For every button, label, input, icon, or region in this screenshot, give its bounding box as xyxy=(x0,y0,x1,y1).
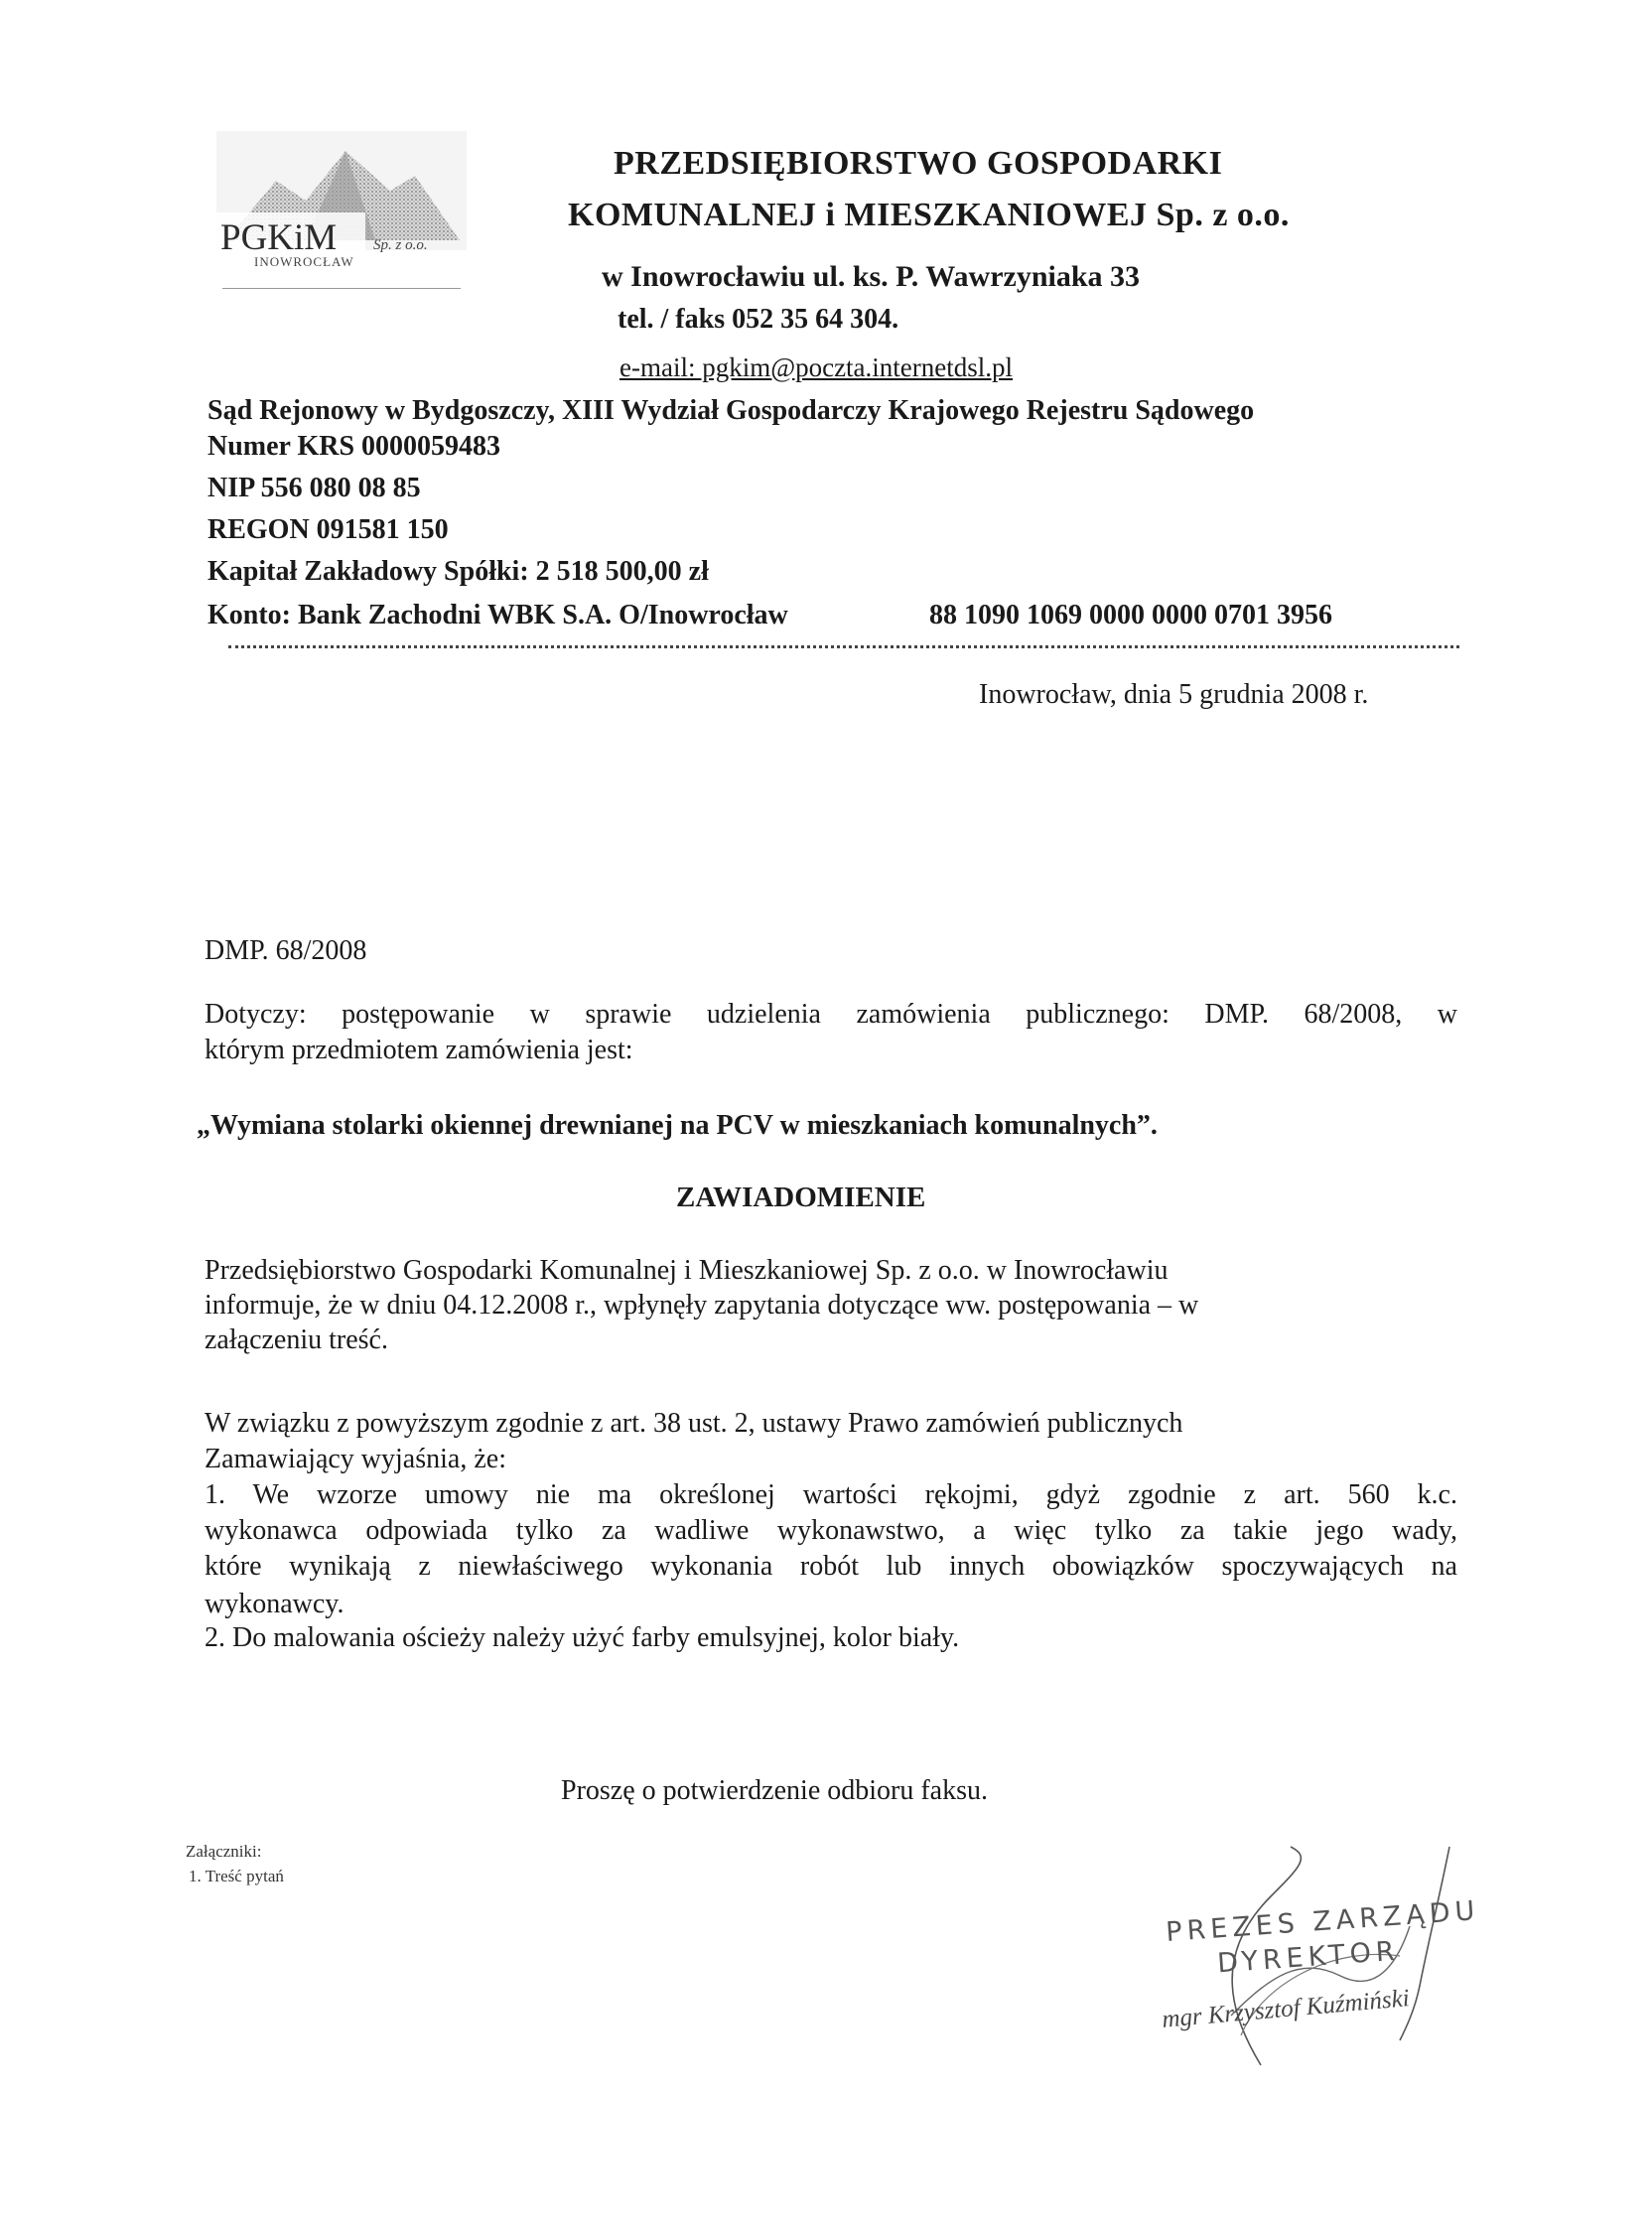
attachments-label: Załączniki: xyxy=(186,1842,262,1861)
mountain-logo-graphic xyxy=(216,131,467,300)
attachment-item: 1. Treść pytań xyxy=(189,1867,284,1885)
para1-line2: informuje, że w dniu 04.12.2008 r., wpłynęły zapytania dotyczące ww. postępowania – w xyxy=(205,1290,1199,1321)
logo-company-form: Sp. z o.o. xyxy=(373,237,428,253)
item1-line3: które wynikają z niewłaściwego wykonania robót lub innych obowiązków spoczywających na xyxy=(205,1551,1457,1582)
logo-text: PGKiM xyxy=(220,217,338,258)
para2-line1: W związku z powyższym zgodnie z art. 38 ust. 2, ustawy Prawo zamówień publicznych xyxy=(205,1408,1183,1439)
para1-line1: Przedsiębiorstwo Gospodarki Komunalnej i Mieszkaniowej Sp. z o.o. w Inowrocławiu xyxy=(205,1255,1169,1286)
director-stamp xyxy=(1152,1837,1509,2075)
item1-line4: wykonawcy. xyxy=(205,1589,344,1619)
krs-number: Numer KRS 0000059483 xyxy=(207,431,501,462)
stamp-title: PREZES ZARZĄDU xyxy=(1165,1894,1481,1949)
item2: 2. Do malowania ościeży należy użyć farby emulsyjnej, kolor biały. xyxy=(205,1622,960,1653)
subject-line2: którym przedmiotem zamówienia jest: xyxy=(205,1035,633,1065)
company-logo xyxy=(216,131,467,300)
para1-line3: załączeniu treść. xyxy=(205,1324,388,1355)
date-line: Inowrocław, dnia 5 grudnia 2008 r. xyxy=(979,679,1369,710)
company-email-link[interactable]: e-mail: pgkim@poczta.internetdsl.pl xyxy=(620,352,1014,382)
company-phone: tel. / faks 052 35 64 304. xyxy=(618,304,899,335)
para2-line2: Zamawiający wyjaśnia, że: xyxy=(205,1444,506,1474)
company-name-line2: KOMUNALNEJ i MIESZKANIOWEJ Sp. z o.o. xyxy=(568,197,1290,233)
stamp-signatory: mgr Krzysztof Kuźmiński xyxy=(1161,1985,1411,2033)
stamp-subtitle: DYREKTOR xyxy=(1216,1935,1401,1980)
share-capital: Kapitał Zakładowy Spółki: 2 518 500,00 zł xyxy=(207,556,709,587)
header-divider xyxy=(228,645,1459,648)
regon-number: REGON 091581 150 xyxy=(207,514,449,545)
reference-number: DMP. 68/2008 xyxy=(205,935,367,966)
company-name-line1: PRZEDSIĘBIORSTWO GOSPODARKI xyxy=(614,145,1223,182)
bank-account-label: Konto: Bank Zachodni WBK S.A. O/Inowrocław xyxy=(207,600,788,630)
notice-heading: ZAWIADOMIENIE xyxy=(676,1182,926,1213)
tender-title: „Wymiana stolarki okiennej drewnianej na PCV w mieszkaniach komunalnych”. xyxy=(197,1110,1158,1141)
court-registry: Sąd Rejonowy w Bydgoszczy, XIII Wydział Gospodarczy Krajowego Rejestru Sądowego xyxy=(207,395,1255,426)
nip-number: NIP 556 080 08 85 xyxy=(207,473,421,503)
company-address: w Inowrocławiu ul. ks. P. Wawrzyniaka 33 xyxy=(602,260,1141,293)
bank-account-number: 88 1090 1069 0000 0000 0701 3956 xyxy=(929,600,1332,630)
subject-line1: Dotyczy: postępowanie w sprawie udzielenia zamówienia publicznego: DMP. 68/2008, w xyxy=(205,999,1457,1030)
logo-underline xyxy=(222,288,461,289)
closing-request: Proszę o potwierdzenie odbioru faksu. xyxy=(561,1775,988,1806)
item1-line1: 1. We wzorze umowy nie ma określonej wartości rękojmi, gdyż zgodnie z art. 560 k.c. xyxy=(205,1479,1457,1510)
logo-city: INOWROCŁAW xyxy=(254,254,354,269)
item1-line2: wykonawca odpowiada tylko za wadliwe wykonawstwo, a więc tylko za takie jego wady, xyxy=(205,1515,1457,1546)
